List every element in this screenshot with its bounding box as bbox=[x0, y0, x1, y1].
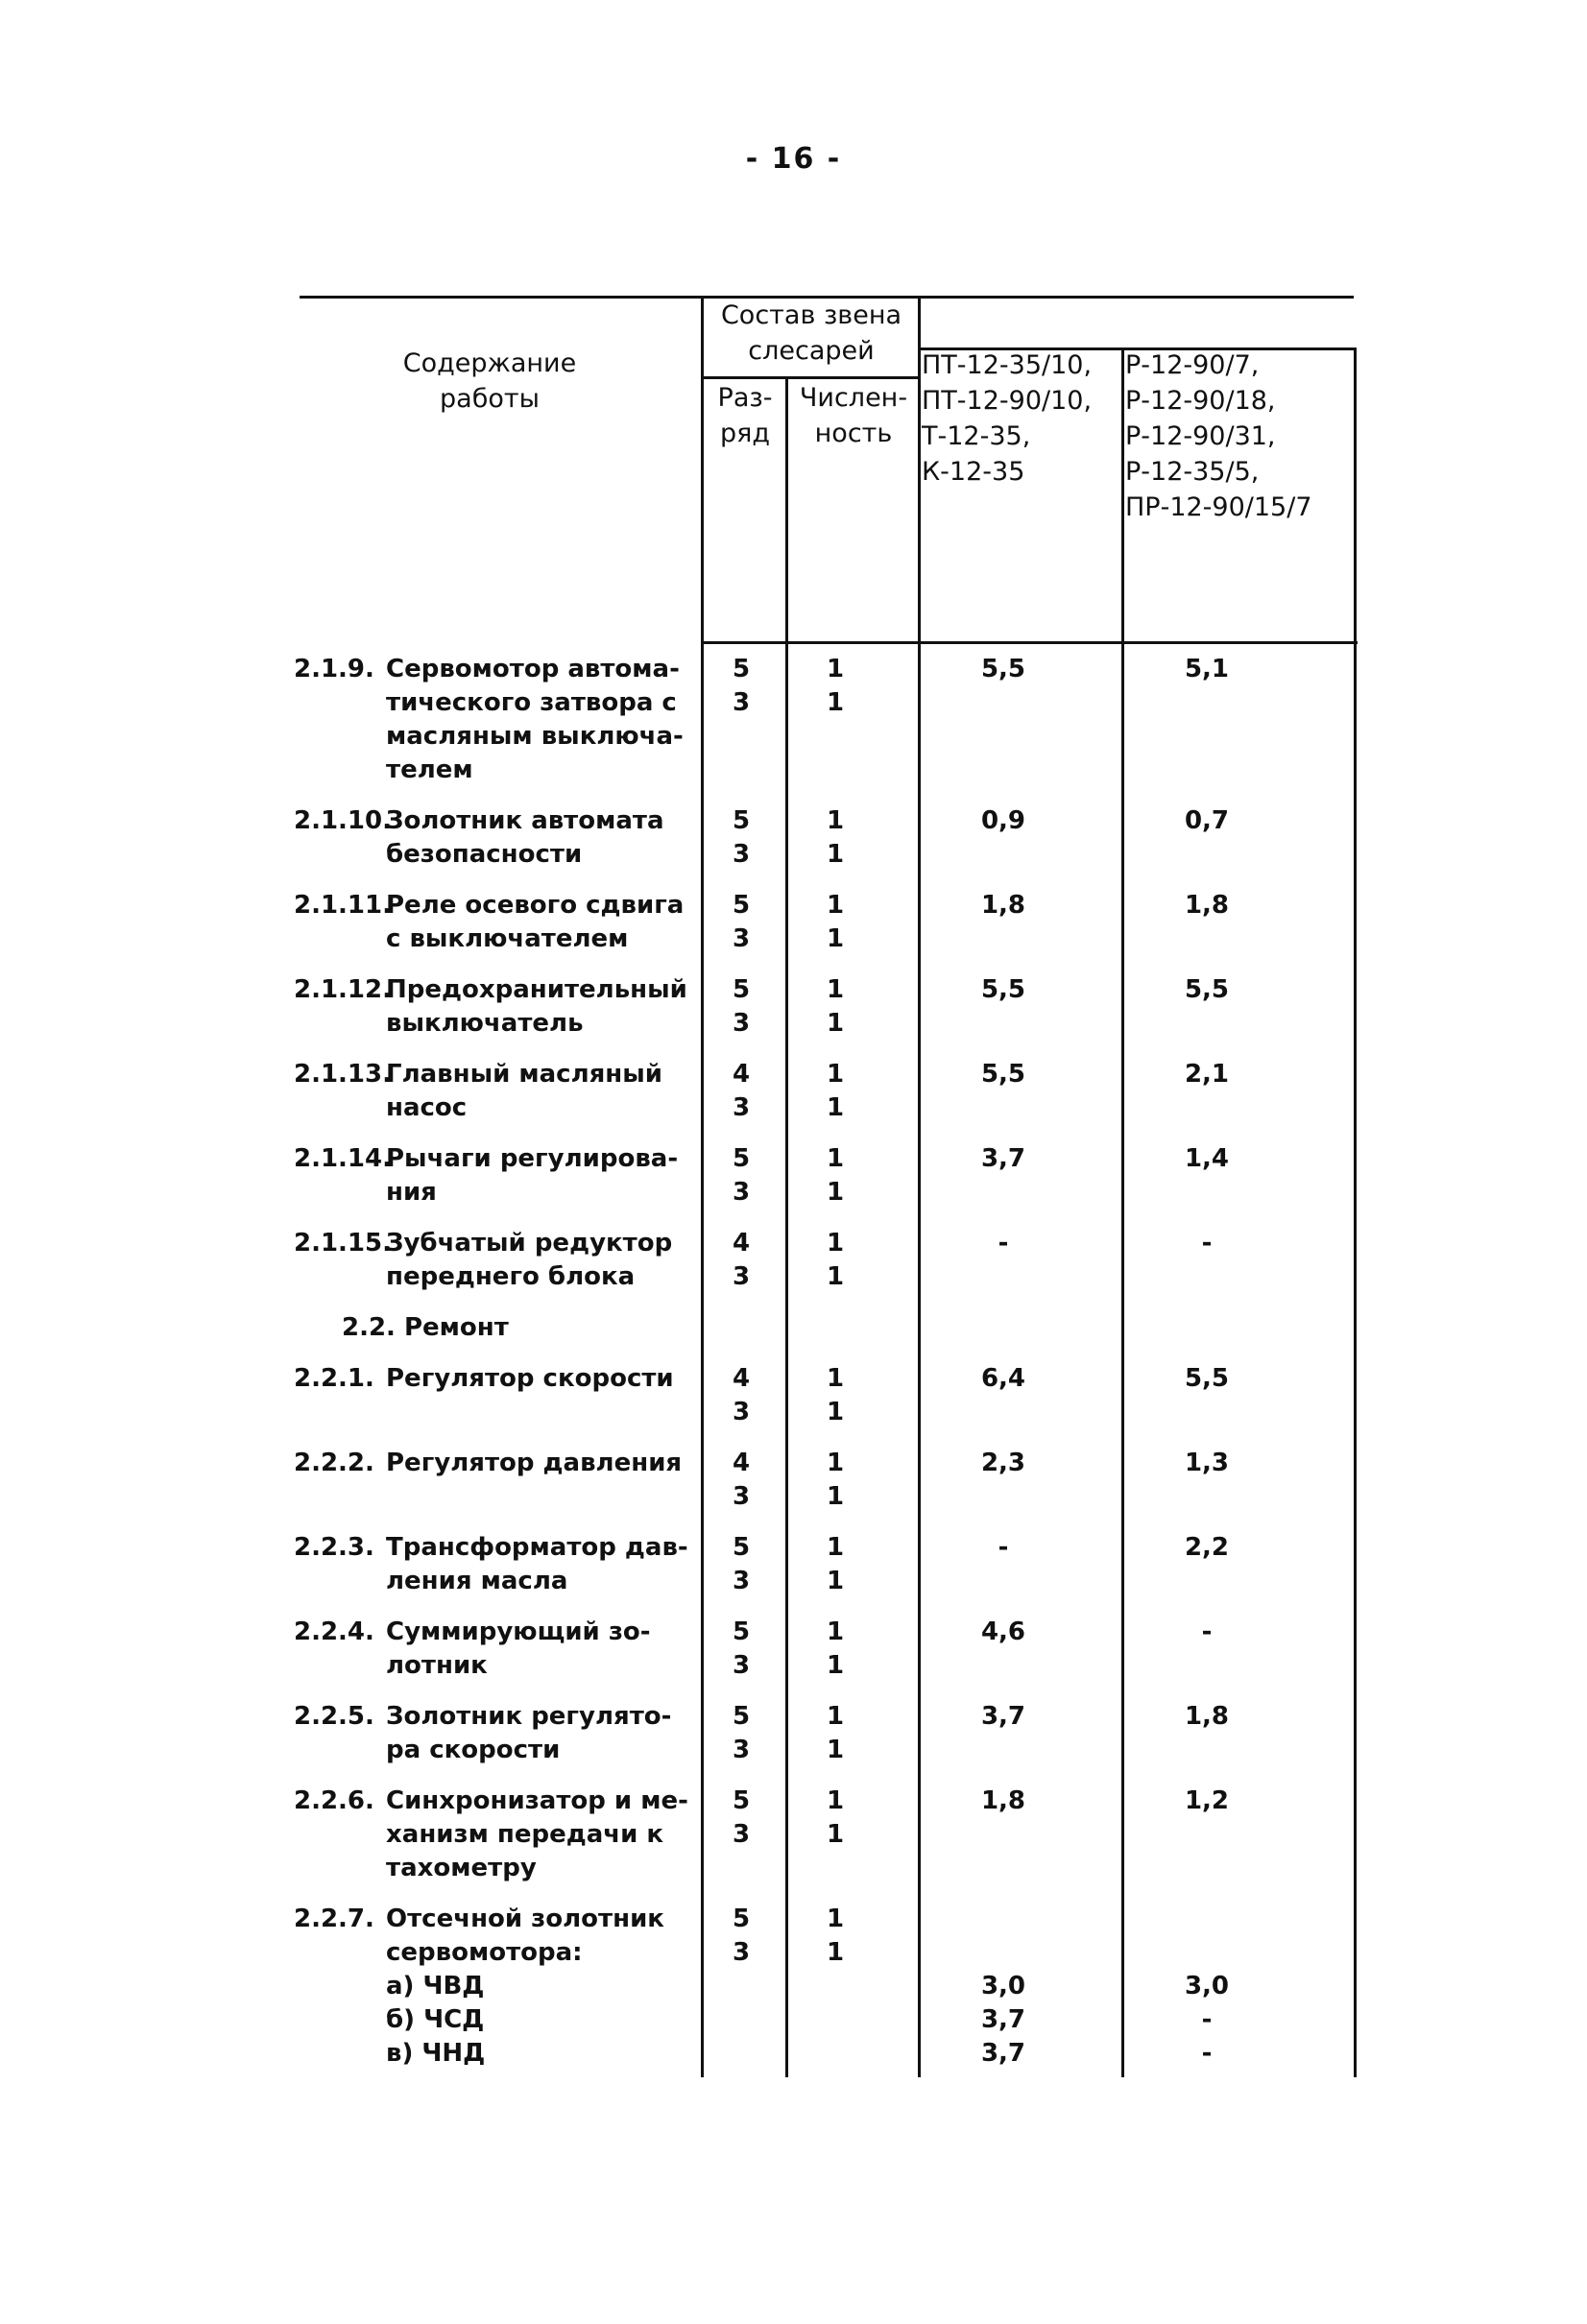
grade-cell bbox=[705, 1142, 778, 1210]
norm-group2-cell-value: 1,3 bbox=[1184, 1449, 1230, 1477]
item-description bbox=[386, 1447, 703, 1480]
count-cell-value: 1 bbox=[826, 1820, 845, 1849]
table-row bbox=[0, 889, 1587, 973]
grade-cell bbox=[705, 1227, 778, 1294]
norm-group2-cell bbox=[1125, 1903, 1288, 2071]
norm-group1-cell bbox=[922, 1227, 1085, 1260]
norm-group1-cell-value: 3,7 bbox=[980, 1144, 1026, 1173]
grade-cell-value: 3 bbox=[732, 1398, 751, 1426]
norm-group2-cell-value: 2,2 bbox=[1184, 1533, 1230, 1562]
description-line: телем bbox=[386, 755, 473, 784]
count-cell bbox=[787, 1700, 883, 1767]
count-cell-value: 1 bbox=[826, 1060, 845, 1089]
norm-group2-cell bbox=[1125, 1362, 1288, 1396]
norm-group1-cell-value: 1,8 bbox=[980, 891, 1026, 920]
count-cell-value: 1 bbox=[826, 1262, 845, 1291]
header-line: К-12-35 bbox=[922, 457, 1025, 487]
norm-group2-cell-value: 3,0 bbox=[1184, 1972, 1230, 2001]
description-line: Золотник регулято- bbox=[386, 1702, 672, 1731]
norm-group1-cell bbox=[922, 1142, 1085, 1176]
count-cell-value: 1 bbox=[826, 924, 845, 953]
norm-group2-cell bbox=[1125, 653, 1288, 686]
norm-group2-cell-value: 1,8 bbox=[1184, 1702, 1230, 1731]
count-cell-value: 1 bbox=[826, 1905, 845, 1933]
item-number: 2.2.7. bbox=[294, 1905, 374, 1933]
header-count-label bbox=[789, 380, 918, 451]
count-cell-value: 1 bbox=[826, 1144, 845, 1173]
header-line: Р-12-35/5, bbox=[1125, 457, 1260, 487]
table-row bbox=[0, 973, 1587, 1058]
norm-group1-cell-value: 6,4 bbox=[980, 1364, 1026, 1393]
item-description bbox=[386, 1903, 703, 2071]
norm-group1-cell bbox=[922, 889, 1085, 922]
grade-cell bbox=[705, 804, 778, 872]
description-line: Рычаги регулирова- bbox=[386, 1144, 679, 1173]
count-cell-value: 1 bbox=[826, 1651, 845, 1680]
description-line: Предохранительный bbox=[386, 975, 687, 1004]
header-group2-label bbox=[1125, 347, 1312, 525]
description-line: Главный масляный bbox=[386, 1060, 662, 1089]
grade-cell-value: 4 bbox=[732, 1060, 751, 1089]
description-line: ния bbox=[386, 1178, 437, 1207]
item-number: 2.1.15. bbox=[294, 1229, 392, 1258]
header-bottom-rule bbox=[703, 641, 1358, 644]
count-cell-value: 1 bbox=[826, 975, 845, 1004]
description-line: переднего блока bbox=[386, 1262, 636, 1291]
norm-group1-cell bbox=[922, 1531, 1085, 1565]
item-number: 2.2.5. bbox=[294, 1702, 374, 1731]
count-cell bbox=[787, 1616, 883, 1683]
grade-cell-value: 5 bbox=[732, 1702, 751, 1731]
item-description bbox=[386, 1531, 703, 1598]
norm-group2-cell-value: 1,4 bbox=[1184, 1144, 1230, 1173]
grade-cell bbox=[705, 889, 778, 956]
item-description bbox=[386, 1785, 703, 1885]
count-cell bbox=[787, 1362, 883, 1429]
description-line: б) ЧСД bbox=[386, 2005, 485, 2034]
norm-group1-cell-value: 5,5 bbox=[980, 975, 1026, 1004]
table-row bbox=[0, 1142, 1587, 1227]
count-cell bbox=[787, 804, 883, 872]
description-line: Регулятор давления bbox=[386, 1449, 683, 1477]
header-line: ряд bbox=[719, 419, 771, 448]
header-line: ПР-12-90/15/7 bbox=[1125, 492, 1312, 522]
norm-group1-cell bbox=[922, 1616, 1085, 1649]
norm-group2-cell bbox=[1125, 1616, 1288, 1649]
norm-group2-cell-value: - bbox=[1201, 1229, 1213, 1258]
section-heading bbox=[0, 1311, 1587, 1362]
grade-cell-value: 3 bbox=[732, 1262, 751, 1291]
norm-group2-cell bbox=[1125, 1531, 1288, 1565]
description-line: а) ЧВД bbox=[386, 1972, 485, 2001]
description-line: насос bbox=[386, 1093, 468, 1122]
header-line: ность bbox=[814, 419, 893, 448]
header-line: Раз- bbox=[717, 383, 773, 413]
item-description bbox=[386, 1142, 703, 1210]
grade-cell-value: 5 bbox=[732, 1533, 751, 1562]
item-number: 2.1.14. bbox=[294, 1144, 392, 1173]
header-line: слесарей bbox=[748, 336, 875, 366]
norm-group2-cell bbox=[1125, 1227, 1288, 1260]
count-cell bbox=[787, 973, 883, 1041]
grade-cell-value: 5 bbox=[732, 975, 751, 1004]
count-cell-value: 1 bbox=[826, 1093, 845, 1122]
norm-group1-cell-value bbox=[922, 1936, 1085, 1970]
norm-group1-cell bbox=[922, 804, 1085, 838]
norm-group1-cell-value: 5,5 bbox=[980, 655, 1026, 683]
count-cell-value: 1 bbox=[826, 1364, 845, 1393]
header-content-label bbox=[365, 346, 614, 417]
norm-group1-cell-value: 4,6 bbox=[980, 1617, 1026, 1646]
item-number: 2.1.10. bbox=[294, 806, 392, 835]
table-row bbox=[0, 1531, 1587, 1616]
norm-group2-cell bbox=[1125, 1058, 1288, 1091]
grade-cell-value: 4 bbox=[732, 1229, 751, 1258]
grade-cell-value: 3 bbox=[732, 1482, 751, 1511]
norm-group1-cell-value: 5,5 bbox=[980, 1060, 1026, 1089]
norm-group2-cell-value: 2,1 bbox=[1184, 1060, 1230, 1089]
grade-cell bbox=[705, 1903, 778, 1970]
norm-group2-cell-value: 1,2 bbox=[1184, 1786, 1230, 1815]
count-cell bbox=[787, 1227, 883, 1294]
table-row bbox=[0, 1058, 1587, 1142]
count-cell bbox=[787, 653, 883, 720]
count-cell-value: 1 bbox=[826, 1567, 845, 1595]
description-line: выключатель bbox=[386, 1009, 584, 1038]
description-line: Суммирующий зо- bbox=[386, 1617, 651, 1646]
count-cell bbox=[787, 1531, 883, 1598]
grade-cell-value: 4 bbox=[732, 1364, 751, 1393]
grade-cell-value: 5 bbox=[732, 1786, 751, 1815]
norm-group1-cell bbox=[922, 1058, 1085, 1091]
header-line: Числен- bbox=[799, 383, 908, 413]
header-line: Т-12-35, bbox=[922, 421, 1031, 451]
grade-cell-value: 5 bbox=[732, 655, 751, 683]
norm-group1-cell-value: - bbox=[998, 1533, 1009, 1562]
norm-group2-cell bbox=[1125, 1142, 1288, 1176]
count-cell-value: 1 bbox=[826, 1009, 845, 1038]
header-line: Р-12-90/18, bbox=[1125, 386, 1276, 416]
norm-group2-cell-value: 0,7 bbox=[1184, 806, 1230, 835]
count-cell-value: 1 bbox=[826, 1398, 845, 1426]
count-cell-value: 1 bbox=[826, 1617, 845, 1646]
norm-group2-cell-value: - bbox=[1201, 2039, 1213, 2068]
header-crew-label bbox=[703, 298, 920, 369]
norm-group2-cell bbox=[1125, 1447, 1288, 1480]
count-cell-value: 1 bbox=[826, 655, 845, 683]
count-cell-value: 1 bbox=[826, 1702, 845, 1731]
item-description bbox=[386, 973, 703, 1041]
header-line: Р-12-90/31, bbox=[1125, 421, 1276, 451]
norm-group2-cell-value: 5,5 bbox=[1184, 1364, 1230, 1393]
description-line: масляным выключа- bbox=[386, 722, 684, 751]
grade-cell-value: 3 bbox=[732, 1651, 751, 1680]
norm-group1-cell bbox=[922, 653, 1085, 686]
section-title: 2.2. Ремонт bbox=[342, 1313, 509, 1342]
count-cell bbox=[787, 1903, 883, 1970]
count-cell bbox=[787, 1142, 883, 1210]
table-row bbox=[0, 804, 1587, 889]
norm-group1-cell-value: 3,7 bbox=[980, 1702, 1026, 1731]
grade-cell bbox=[705, 1447, 778, 1514]
norm-group1-cell-value: 0,9 bbox=[980, 806, 1026, 835]
grade-cell bbox=[705, 1531, 778, 1598]
item-number: 2.2.4. bbox=[294, 1617, 374, 1646]
item-description bbox=[386, 1058, 703, 1125]
description-line: Реле осевого сдвига bbox=[386, 891, 685, 920]
page-number: - 16 - bbox=[745, 142, 842, 176]
grade-cell-value: 3 bbox=[732, 1178, 751, 1207]
description-line: тического затвора с bbox=[386, 688, 677, 717]
grade-cell bbox=[705, 1785, 778, 1852]
grade-cell-value: 3 bbox=[732, 840, 751, 869]
table-body bbox=[0, 653, 1587, 2088]
description-line: Сервомотор автома- bbox=[386, 655, 680, 683]
header-line: Р-12-90/7, bbox=[1125, 350, 1260, 380]
grade-cell bbox=[705, 1616, 778, 1683]
item-number: 2.1.11. bbox=[294, 891, 392, 920]
table-row bbox=[0, 1362, 1587, 1447]
table-row bbox=[0, 1903, 1587, 2088]
description-line: Золотник автомата bbox=[386, 806, 664, 835]
norm-group2-cell bbox=[1125, 804, 1288, 838]
table-row bbox=[0, 1616, 1587, 1700]
item-number: 2.2.2. bbox=[294, 1449, 374, 1477]
grade-cell-value: 3 bbox=[732, 688, 751, 717]
grade-cell-value: 3 bbox=[732, 1567, 751, 1595]
norm-group2-cell-value: - bbox=[1201, 1617, 1213, 1646]
grade-cell-value: 3 bbox=[732, 1820, 751, 1849]
description-line: тахометру bbox=[386, 1854, 537, 1882]
count-cell bbox=[787, 1447, 883, 1514]
count-cell-value: 1 bbox=[826, 1533, 845, 1562]
description-line: ра скорости bbox=[386, 1736, 561, 1764]
norm-group1-cell bbox=[922, 1700, 1085, 1734]
item-number: 2.2.1. bbox=[294, 1364, 374, 1393]
description-line: Регулятор скорости bbox=[386, 1364, 674, 1393]
norm-group1-cell-value: 3,7 bbox=[980, 2005, 1026, 2034]
description-line: в) ЧНД bbox=[386, 2039, 486, 2068]
count-cell-value: 1 bbox=[826, 1482, 845, 1511]
count-cell-value: 1 bbox=[826, 806, 845, 835]
description-line: Трансформатор дав- bbox=[386, 1533, 688, 1562]
count-cell-value: 1 bbox=[826, 1229, 845, 1258]
table-row bbox=[0, 1227, 1587, 1311]
norm-group2-cell-value bbox=[1125, 1936, 1288, 1970]
grade-cell-value: 5 bbox=[732, 806, 751, 835]
count-cell-value: 1 bbox=[826, 688, 845, 717]
grade-cell-value: 3 bbox=[732, 1009, 751, 1038]
item-number: 2.1.12. bbox=[294, 975, 392, 1004]
item-number: 2.2.6. bbox=[294, 1786, 374, 1815]
header-line: ПТ-12-35/10, bbox=[922, 350, 1093, 380]
header-line: Содержание bbox=[402, 348, 577, 378]
table-row bbox=[0, 1700, 1587, 1785]
norm-group2-cell-value: 5,5 bbox=[1184, 975, 1230, 1004]
grade-cell-value: 5 bbox=[732, 891, 751, 920]
norm-group2-cell-value bbox=[1125, 1903, 1288, 1936]
item-description bbox=[386, 1362, 703, 1396]
norm-group1-cell bbox=[922, 973, 1085, 1007]
norm-group2-cell bbox=[1125, 1700, 1288, 1734]
count-cell-value: 1 bbox=[826, 1938, 845, 1967]
norm-group1-cell-value bbox=[922, 1903, 1085, 1936]
grade-cell-value: 5 bbox=[732, 1144, 751, 1173]
header-grade-label bbox=[705, 380, 785, 451]
item-number: 2.1.9. bbox=[294, 655, 374, 683]
norm-group2-cell-value: - bbox=[1201, 2005, 1213, 2034]
grade-cell-value: 3 bbox=[732, 1938, 751, 1967]
description-line: Синхронизатор и ме- bbox=[386, 1786, 688, 1815]
grade-cell bbox=[705, 1058, 778, 1125]
norm-group1-cell-value: 1,8 bbox=[980, 1786, 1026, 1815]
item-description bbox=[386, 804, 703, 872]
count-cell bbox=[787, 1058, 883, 1125]
crew-subheader-rule bbox=[703, 376, 920, 379]
header-line: ПТ-12-90/10, bbox=[922, 386, 1093, 416]
norm-group1-cell bbox=[922, 1447, 1085, 1480]
count-cell-value: 1 bbox=[826, 1449, 845, 1477]
grade-cell-value: 5 bbox=[732, 1905, 751, 1933]
header-line: работы bbox=[440, 384, 540, 414]
description-line: безопасности bbox=[386, 840, 583, 869]
description-line: лотник bbox=[386, 1651, 488, 1680]
grade-cell bbox=[705, 653, 778, 720]
norm-group2-cell bbox=[1125, 889, 1288, 922]
item-description bbox=[386, 889, 703, 956]
grade-cell-value: 3 bbox=[732, 924, 751, 953]
grade-cell-value: 4 bbox=[732, 1449, 751, 1477]
count-cell-value: 1 bbox=[826, 891, 845, 920]
norm-group1-cell-value: 2,3 bbox=[980, 1449, 1026, 1477]
norm-group2-cell-value: 1,8 bbox=[1184, 891, 1230, 920]
grade-cell-value: 5 bbox=[732, 1617, 751, 1646]
grade-cell bbox=[705, 973, 778, 1041]
grade-cell-value: 3 bbox=[732, 1736, 751, 1764]
header-group1-label bbox=[922, 347, 1092, 490]
table-row bbox=[0, 1447, 1587, 1531]
table-row bbox=[0, 1785, 1587, 1903]
norm-group2-cell bbox=[1125, 973, 1288, 1007]
description-line: Отсечной золотник bbox=[386, 1905, 664, 1933]
grade-cell bbox=[705, 1700, 778, 1767]
grade-cell-value: 3 bbox=[732, 1093, 751, 1122]
grade-cell bbox=[705, 1362, 778, 1429]
description-line: ханизм передачи к bbox=[386, 1820, 664, 1849]
item-description bbox=[386, 1700, 703, 1767]
count-cell-value: 1 bbox=[826, 1786, 845, 1815]
norm-group1-cell-value: - bbox=[998, 1229, 1009, 1258]
norm-group1-cell bbox=[922, 1785, 1085, 1818]
item-description bbox=[386, 1616, 703, 1683]
norm-group2-cell bbox=[1125, 1785, 1288, 1818]
norm-group1-cell-value: 3,0 bbox=[980, 1972, 1026, 2001]
table-row bbox=[0, 653, 1587, 804]
norm-group2-cell-value: 5,1 bbox=[1184, 655, 1230, 683]
norm-group1-cell-value: 3,7 bbox=[980, 2039, 1026, 2068]
count-cell-value: 1 bbox=[826, 1736, 845, 1764]
count-cell-value: 1 bbox=[826, 1178, 845, 1207]
count-cell bbox=[787, 889, 883, 956]
description-line: сервомотора: bbox=[386, 1938, 583, 1967]
norm-group1-cell bbox=[922, 1362, 1085, 1396]
item-description bbox=[386, 653, 703, 787]
description-line: ления масла bbox=[386, 1567, 568, 1595]
count-cell bbox=[787, 1785, 883, 1852]
item-number: 2.2.3. bbox=[294, 1533, 374, 1562]
header-line: Состав звена bbox=[720, 300, 902, 330]
count-cell-value: 1 bbox=[826, 840, 845, 869]
norm-group1-cell bbox=[922, 1903, 1085, 2071]
item-number: 2.1.13. bbox=[294, 1060, 392, 1089]
description-line: с выключателем bbox=[386, 924, 629, 953]
description-line: Зубчатый редуктор bbox=[386, 1229, 673, 1258]
item-description bbox=[386, 1227, 703, 1294]
